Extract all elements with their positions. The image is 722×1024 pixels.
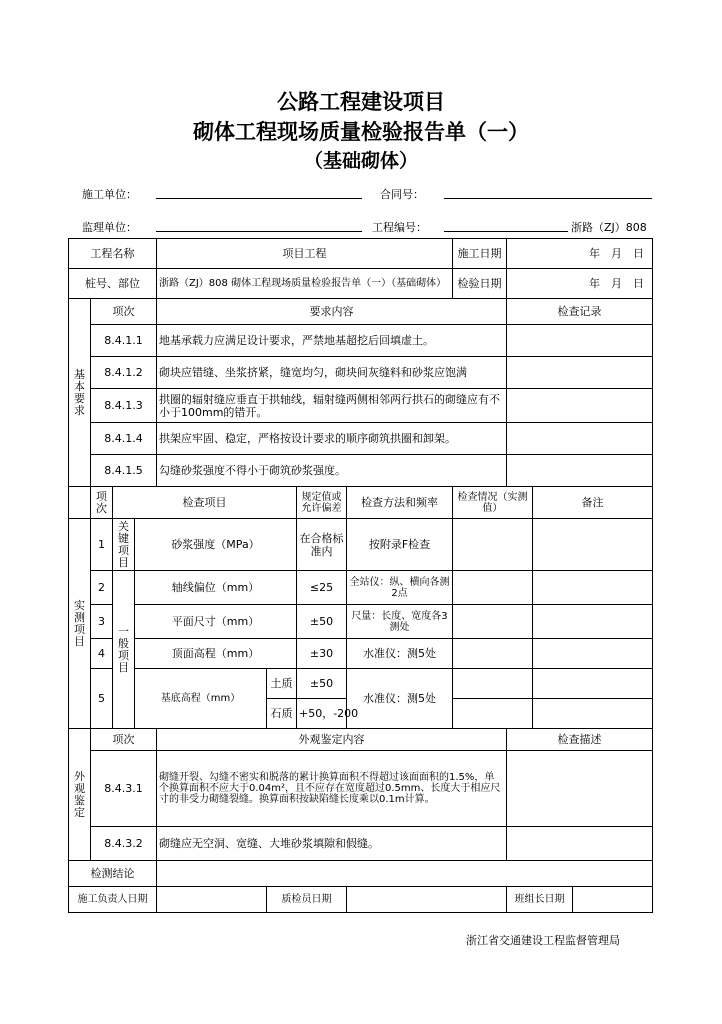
- measured-col-item: 项次: [91, 487, 113, 519]
- title-line-1: 公路工程建设项目: [277, 90, 445, 114]
- measured-row-note[interactable]: [533, 571, 653, 605]
- basic-row-code: 8.4.1.1: [91, 325, 157, 357]
- appearance-col-record: 检查描述: [507, 729, 653, 751]
- basic-col-content: 要求内容: [157, 299, 507, 325]
- basic-row-record[interactable]: [507, 423, 653, 455]
- project-name-label: 工程名称: [69, 239, 157, 269]
- basic-row-code: 8.4.1.5: [91, 455, 157, 487]
- measured-row-no: 1: [91, 519, 113, 571]
- basic-row-text: 拱圈的辐射缝应垂直于拱轴线，辐射缝两侧相邻两行拱石的砌缝应有不小于100mm的错开。: [157, 389, 507, 423]
- measured-row-result[interactable]: [453, 639, 533, 669]
- measured-row5-sub1: 土质: [267, 669, 297, 699]
- measured-row-note[interactable]: [533, 669, 653, 699]
- basic-row-record[interactable]: [507, 455, 653, 487]
- title-line-2: 砌体工程现场质量检验报告单（一）: [193, 120, 529, 144]
- measured-row-note[interactable]: [533, 519, 653, 571]
- basic-section-label: 基本要求: [69, 299, 91, 487]
- measured-section-label: 实测项目: [69, 519, 91, 729]
- measured-row-name: 砂浆强度（MPa）: [135, 519, 297, 571]
- construction-head-value[interactable]: [157, 887, 267, 913]
- measured-row-method: 尺量：长度、宽度各3测处: [347, 605, 453, 639]
- measured-row-spec: ±50: [297, 605, 347, 639]
- measured-col-method: 检查方法和频率: [347, 487, 453, 519]
- measured-row5-spec2: +50，-200: [297, 699, 347, 729]
- conclusion-value[interactable]: [157, 861, 653, 887]
- measured-row-method: 全站仪：纵、横向各测2点: [347, 571, 453, 605]
- station-label: 桩号、部位: [69, 269, 157, 299]
- measured-row-name: 平面尺寸（mm）: [135, 605, 297, 639]
- conclusion-label: 检测结论: [69, 861, 157, 887]
- measured-col-check: 检查项目: [113, 487, 297, 519]
- appearance-row-code: 8.4.3.1: [91, 751, 157, 827]
- measured-row-spec: ±30: [297, 639, 347, 669]
- measured-row5-sub2: 石质: [267, 699, 297, 729]
- measured-row-method: 水准仪：测5处: [347, 639, 453, 669]
- supervision-unit-label: 监理单位：: [82, 221, 137, 234]
- measured-row-note[interactable]: [533, 699, 653, 729]
- measured-col-result: 检查情况（实测值）: [453, 487, 533, 519]
- form-code: 浙路（ZJ）808: [571, 221, 647, 234]
- appearance-section-label: 外观鉴定: [69, 729, 91, 861]
- measured-row-no: 4: [91, 639, 113, 669]
- basic-row-record[interactable]: [507, 389, 653, 423]
- basic-col-record: 检查记录: [507, 299, 653, 325]
- general-item-label: 一般项目: [113, 571, 135, 729]
- inspection-date-label: 检验日期: [453, 269, 507, 299]
- basic-row-record[interactable]: [507, 325, 653, 357]
- construction-unit-line[interactable]: [156, 198, 362, 199]
- inspection-date-value[interactable]: 年 月 日: [507, 269, 653, 299]
- project-no-line[interactable]: [444, 231, 568, 232]
- measured-row-no: 2: [91, 571, 113, 605]
- measured-row-spec: 在合格标准内: [297, 519, 347, 571]
- appearance-row-record[interactable]: [507, 827, 653, 861]
- measured-col-spec: 规定值或允许偏差: [297, 487, 347, 519]
- measured-row-note[interactable]: [533, 639, 653, 669]
- appearance-col-content: 外观鉴定内容: [157, 729, 507, 751]
- team-leader-value[interactable]: [573, 887, 653, 913]
- appearance-col-item: 项次: [91, 729, 157, 751]
- measured-col-note: 备注: [533, 487, 653, 519]
- basic-row-code: 8.4.1.2: [91, 357, 157, 389]
- quality-inspector-value[interactable]: [347, 887, 507, 913]
- basic-row-text: 勾缝砂浆强度不得小于砌筑砂浆强度。: [157, 455, 507, 487]
- measured-section-top: [69, 487, 91, 519]
- basic-row-text: 砌块应错缝、坐浆挤紧，缝宽均匀，砌块间灰缝料和砂浆应饱满: [157, 357, 507, 389]
- measured-row-note[interactable]: [533, 605, 653, 639]
- measured-row-result[interactable]: [453, 669, 533, 699]
- footer-issuer: 浙江省交通建设工程监督管理局: [466, 934, 620, 947]
- construction-date-value[interactable]: 年 月 日: [507, 239, 653, 269]
- construction-date-label: 施工日期: [453, 239, 507, 269]
- basic-row-text: 地基承载力应满足设计要求，严禁地基超挖后回填虚土。: [157, 325, 507, 357]
- measured-row5-name: 基底高程（mm）: [135, 669, 267, 729]
- appearance-row-text: 砌缝应无空洞、宽缝、大堆砂浆填隙和假缝。: [157, 827, 507, 861]
- basic-row-code: 8.4.1.3: [91, 389, 157, 423]
- measured-row-no: 5: [91, 669, 113, 729]
- team-leader-label: 班组长日期: [507, 887, 573, 913]
- measured-row-no: 3: [91, 605, 113, 639]
- construction-head-label: 施工负责人日期: [69, 887, 157, 913]
- appearance-row-code: 8.4.3.2: [91, 827, 157, 861]
- measured-row-result[interactable]: [453, 519, 533, 571]
- contract-no-line[interactable]: [444, 198, 652, 199]
- supervision-unit-line[interactable]: [156, 231, 362, 232]
- measured-row-spec: ≤25: [297, 571, 347, 605]
- project-name-value[interactable]: 项目工程: [157, 239, 453, 269]
- measured-row-name: 轴线偏位（mm）: [135, 571, 297, 605]
- project-no-label: 工程编号：: [372, 221, 427, 234]
- appearance-row-text: 砌缝开裂、勾缝不密实和脱落的累计换算面积不得超过该面面积的1.5%，单个换算面积不应大于0.04m²，且不应存在宽度超过0.5mm、长度大于相应尺寸的非受力砌缝裂缝。换算面积按缺陷缝长度乘以0.1m计算。: [157, 751, 507, 827]
- measured-row-method: 按附录F检查: [347, 519, 453, 571]
- measured-row-result[interactable]: [453, 605, 533, 639]
- basic-col-item: 项次: [91, 299, 157, 325]
- measured-row-name: 顶面高程（mm）: [135, 639, 297, 669]
- key-item-label: 关键项目: [113, 519, 135, 571]
- contract-no-label: 合同号：: [380, 188, 424, 201]
- appearance-row-record[interactable]: [507, 751, 653, 827]
- basic-row-code: 8.4.1.4: [91, 423, 157, 455]
- inspection-form-table: [68, 238, 653, 913]
- measured-row-result[interactable]: [453, 699, 533, 729]
- measured-row5-method: 水准仪：测5处: [347, 669, 453, 729]
- quality-inspector-label: 质检员日期: [267, 887, 347, 913]
- title-line-3: （基础砌体）: [303, 150, 418, 172]
- basic-row-text: 拱架应牢固、稳定，严格按设计要求的顺序砌筑拱圈和卸架。: [157, 423, 507, 455]
- basic-row-record[interactable]: [507, 357, 653, 389]
- station-value[interactable]: 浙路（ZJ）808 砌体工程现场质量检验报告单（一）（基础砌体）: [157, 269, 453, 299]
- measured-row-result[interactable]: [453, 571, 533, 605]
- construction-unit-label: 施工单位：: [82, 188, 137, 201]
- measured-row5-spec1: ±50: [297, 669, 347, 699]
